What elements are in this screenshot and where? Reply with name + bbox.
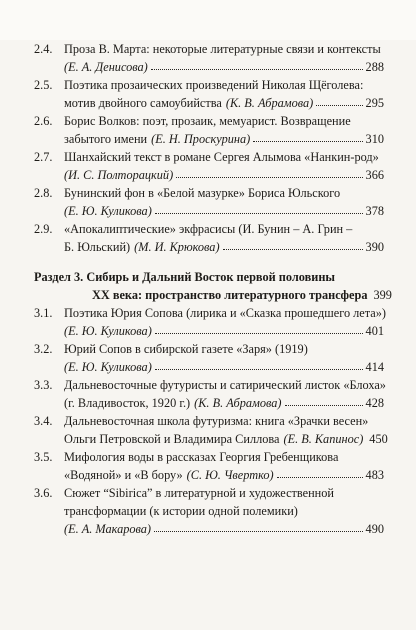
entry-number: 3.4. <box>34 414 53 428</box>
entry-author: (С. Ю. Чвертко) <box>186 468 274 482</box>
entry-page-number: 414 <box>365 360 384 374</box>
entry-title: Поэтика Юрия Сопова (лирика и «Сказка прошедшего лета») <box>64 306 386 320</box>
entry-author: (Е. Ю. Куликова) <box>64 204 152 218</box>
dot-leader <box>155 357 363 370</box>
entry-author: (И. С. Полторацкий) <box>64 168 174 182</box>
toc-page <box>0 40 416 630</box>
entry-number: 2.8. <box>34 186 53 200</box>
entry-title-line2: трансформации (к истории одной полемики) <box>64 504 298 518</box>
entry-page-number: 401 <box>365 324 384 338</box>
dot-leader <box>155 201 363 214</box>
entry-page-number: 378 <box>365 204 384 218</box>
entry-title-end: «Водяной» и «В бору» <box>64 468 183 482</box>
dot-leader <box>176 165 362 178</box>
entry-title: «Апокалиптические» экфрасисы (И. Бунин – А. Грин – <box>64 222 353 236</box>
entry-author: (М. И. Крюкова) <box>134 240 220 254</box>
entry-author: (Е. Ю. Куликова) <box>64 324 152 338</box>
entry-number: 2.7. <box>34 150 53 164</box>
entry-author: (Е. Ю. Куликова) <box>64 360 152 374</box>
entry-page-number: 366 <box>365 168 384 182</box>
entry-title-end: (г. Владивосток, 1920 г.) <box>64 396 191 410</box>
dot-leader <box>277 465 363 478</box>
entry-title-end: мотив двойного самоубийства <box>64 96 222 110</box>
entry-author: (Е. Н. Проскурина) <box>151 132 251 146</box>
dot-leader <box>154 519 363 532</box>
entry-page-number: 310 <box>365 132 384 146</box>
entry-author: (Е. А. Денисова) <box>64 60 148 74</box>
dot-leader <box>223 237 363 250</box>
entry-title: Дальневосточная школа футуризма: книга «Зрачки весен» <box>64 414 369 428</box>
dot-leader <box>155 321 363 334</box>
entry-author: (К. В. Абрамова) <box>194 396 282 410</box>
entry-number: 3.5. <box>34 450 53 464</box>
entry-number: 3.1. <box>34 306 53 320</box>
entry-page-number: 288 <box>365 60 384 74</box>
entry-title-end: забытого имени <box>64 132 148 146</box>
dot-leader <box>151 57 363 70</box>
entry-number: 3.3. <box>34 378 53 392</box>
page-header-bleed <box>0 0 416 40</box>
entry-page-number: 490 <box>365 522 384 536</box>
entry-author: (Е. В. Капинос) <box>283 432 364 446</box>
dot-leader <box>316 93 362 106</box>
section-title-line2: XX века: пространство литературного трансфера <box>92 288 368 302</box>
entry-title: Борис Волков: поэт, прозаик, мемуарист. Возвращение <box>64 114 351 128</box>
entry-title: Поэтика прозаических произведений Николая Щёголева: <box>64 78 364 92</box>
entry-page-number: 428 <box>365 396 384 410</box>
entry-title: Мифология воды в рассказах Георгия Гребенщикова <box>64 450 339 464</box>
entry-title-end: Б. Юльский) <box>64 240 131 254</box>
entry-page-number: 390 <box>365 240 384 254</box>
entry-author: (Е. А. Макарова) <box>64 522 152 536</box>
entry-title: Проза В. Марта: некоторые литературные связи и контексты <box>64 42 381 56</box>
entry-number: 2.6. <box>34 114 53 128</box>
section-title-line1: Раздел 3. Сибирь и Дальний Восток первой половины <box>34 270 336 284</box>
entry-author: (К. В. Абрамова) <box>225 96 314 110</box>
entry-number: 2.4. <box>34 42 53 56</box>
entry-title: Бунинский фон в «Белой мазурке» Бориса Юльского <box>64 186 341 200</box>
entry-page-number: 295 <box>365 96 384 110</box>
entry-number: 2.5. <box>34 78 53 92</box>
entry-page-number: 450 <box>369 432 388 446</box>
section-3-heading[interactable] <box>34 268 392 304</box>
entry-title: Дальневосточные футуристы и сатирический листок «Блоха» <box>64 378 386 392</box>
entry-title: Шанхайский текст в романе Сергея Алымова «Нанкин-род» <box>64 150 379 164</box>
entry-number: 3.6. <box>34 486 53 500</box>
entry-page-number: 483 <box>365 468 384 482</box>
entry-title: Сюжет “Sibirica” в литературной и художественной <box>64 486 334 500</box>
dot-leader <box>285 393 363 406</box>
entry-title: Юрий Сопов в сибирской газете «Заря» (1919) <box>64 342 308 356</box>
entry-number: 2.9. <box>34 222 53 236</box>
entry-number: 3.2. <box>34 342 53 356</box>
entry-title-end: Ольги Петровской и Владимира Силлова <box>64 432 280 446</box>
section-page-number: 399 <box>373 288 392 302</box>
dot-leader <box>253 129 362 142</box>
